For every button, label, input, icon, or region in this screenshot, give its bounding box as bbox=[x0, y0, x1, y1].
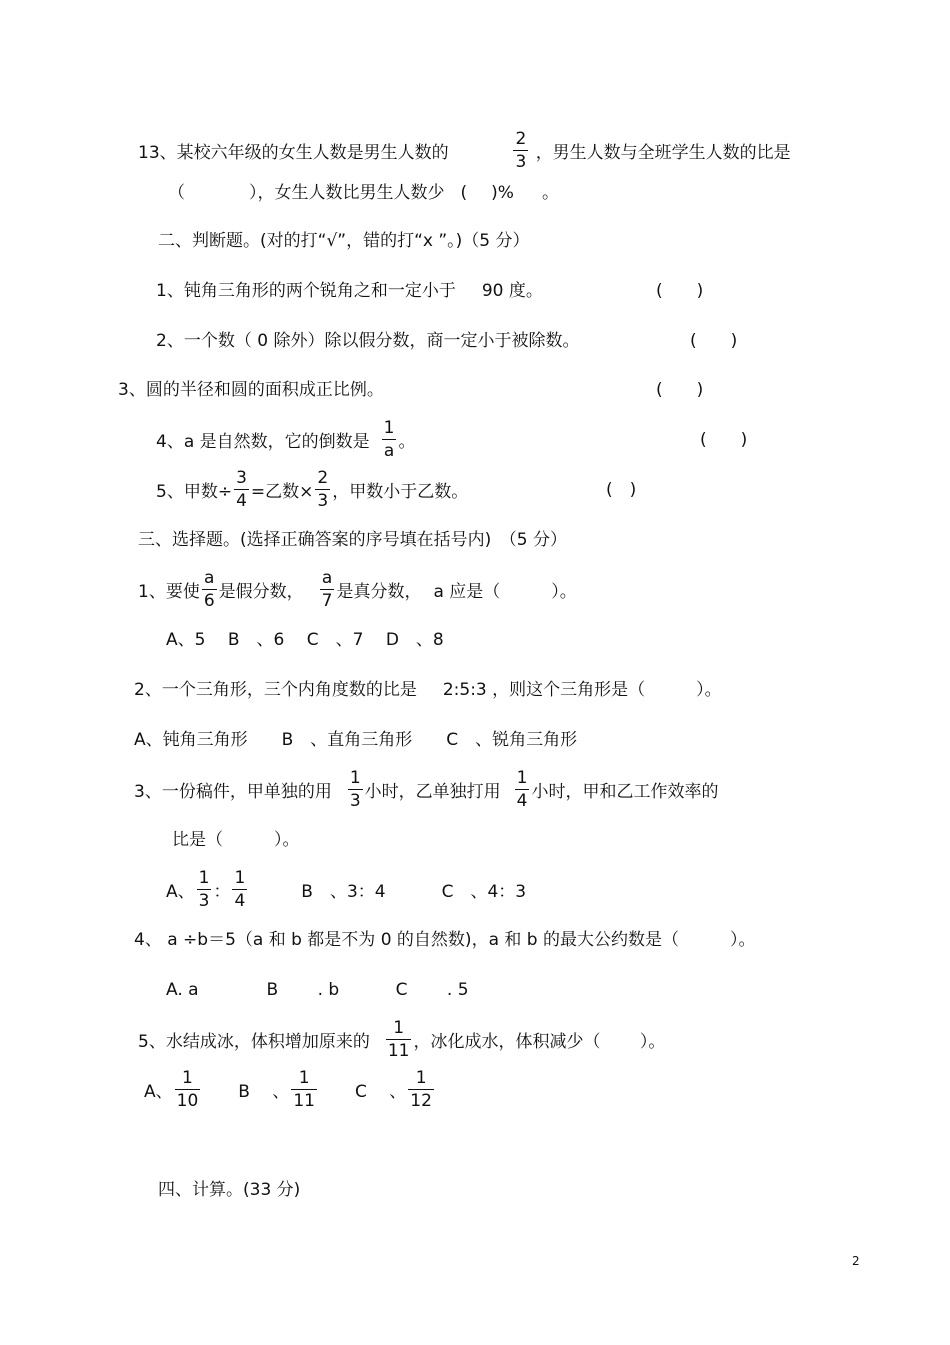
judge-item-5-fraction-1 bbox=[234, 470, 249, 510]
choice-q2-options[interactable]: A、钝角三角形 B 、直角三角形 C 、锐角三角形 bbox=[134, 730, 578, 750]
ratio-colon: ： bbox=[213, 882, 231, 902]
judge-item-3: 3、圆的半径和圆的面积成正比例。 bbox=[118, 380, 384, 400]
fraction-numerator: 1 bbox=[516, 768, 528, 788]
choice-q3-option-c[interactable]: C 、4：3 bbox=[441, 882, 527, 902]
choice-q3-fraction-1 bbox=[348, 770, 363, 810]
choice-q5-fraction bbox=[386, 1020, 412, 1060]
choice-q3-option-a[interactable]: A、 bbox=[166, 882, 195, 902]
choice-q5-option-a-frac bbox=[175, 1070, 201, 1110]
section3-title: 三、选择题。(选择正确答案的序号填在括号内) （5 分） bbox=[138, 530, 567, 550]
fraction-denominator: 4 bbox=[236, 491, 247, 511]
section4-title: 四、计算。(33 分) bbox=[158, 1180, 301, 1200]
page-number: 2 bbox=[852, 1254, 860, 1268]
q13-blank-open: （ bbox=[168, 183, 185, 203]
fraction-denominator: a bbox=[383, 441, 395, 461]
q13-suffix: ，男生人数与全班学生人数的比是 bbox=[535, 143, 791, 163]
choice-q3-line2: 比是（ ）。 bbox=[172, 830, 300, 850]
fraction-numerator: 1 bbox=[291, 1070, 317, 1090]
choice-q5 bbox=[138, 1018, 666, 1062]
q13-end: 。 bbox=[541, 183, 559, 203]
choice-q3-options[interactable] bbox=[166, 868, 527, 912]
judge-item-4-text: 4、a 是自然数，它的倒数是 bbox=[156, 432, 370, 452]
fraction-denominator: 3 bbox=[198, 891, 210, 911]
choice-q5-option-b-frac bbox=[291, 1070, 317, 1110]
fraction-numerator: 1 bbox=[383, 418, 395, 438]
choice-q3-text-b: 小时，乙单独打用 bbox=[364, 782, 501, 802]
choice-q5-option-a[interactable]: A、 bbox=[144, 1082, 173, 1102]
q13-percent-open: ( bbox=[460, 183, 468, 203]
judge-item-3-answer[interactable]: ( ) bbox=[656, 380, 704, 400]
choice-q2-ratio: 2:5:3 ，则这个三角形是（ ）。 bbox=[442, 680, 722, 700]
fraction-denominator: 10 bbox=[176, 1091, 199, 1111]
choice-q5-option-c[interactable]: C 、 bbox=[355, 1082, 407, 1102]
choice-q1 bbox=[138, 568, 577, 612]
judge-item-2: 2、一个数（ 0 除外）除以假分数，商一定小于被除数。 bbox=[156, 331, 580, 351]
choice-q1-text-d: a 应是（ ）。 bbox=[433, 582, 577, 602]
fraction-denominator: 4 bbox=[234, 891, 246, 911]
fraction-denominator: 3 bbox=[317, 491, 329, 511]
choice-q1-text-c: 是真分数， bbox=[336, 582, 422, 602]
judge-item-5-answer[interactable]: ( ) bbox=[606, 480, 637, 500]
choice-q5-option-c-frac bbox=[408, 1070, 434, 1110]
choice-q3-option-a-frac-2 bbox=[232, 870, 247, 910]
fraction-denominator: 11 bbox=[293, 1091, 315, 1111]
choice-q3-text-c: 小时，甲和乙工作效率的 bbox=[531, 782, 719, 802]
judge-item-5 bbox=[156, 468, 469, 512]
judge-item-1-answer[interactable]: ( ) bbox=[656, 281, 704, 301]
fraction-numerator: 2 bbox=[515, 129, 527, 149]
fraction-denominator: 12 bbox=[410, 1091, 432, 1111]
fraction-denominator: 7 bbox=[321, 591, 333, 611]
q13-line1 bbox=[138, 129, 791, 173]
fraction-numerator: 2 bbox=[317, 468, 329, 488]
fraction-denominator: 4 bbox=[516, 791, 528, 811]
fraction-numerator: 1 bbox=[198, 868, 210, 888]
choice-q5-text-a: 5、水结成冰，体积增加原来的 bbox=[138, 1032, 370, 1052]
choice-q3 bbox=[134, 768, 719, 812]
choice-q1-fraction-2 bbox=[320, 570, 335, 610]
choice-q3-option-b[interactable]: B 、3：4 bbox=[301, 882, 386, 902]
judge-item-5-text-b: =乙数× bbox=[250, 482, 314, 502]
fraction-denominator: 3 bbox=[515, 152, 527, 172]
q13-text: ），女生人数比男生人数少 bbox=[249, 183, 445, 203]
fraction-denominator: 3 bbox=[349, 791, 361, 811]
judge-item-4 bbox=[156, 418, 416, 462]
fraction-numerator: 1 bbox=[386, 1020, 412, 1040]
judge-item-5-text-c: ，甲数小于乙数。 bbox=[332, 482, 469, 502]
fraction-numerator: 1 bbox=[349, 768, 361, 788]
choice-q4: 4、 a ÷b＝5（a 和 b 都是不为 0 的自然数)，a 和 b 的最大公约数是（ ）。 bbox=[134, 930, 756, 950]
choice-q5-options[interactable] bbox=[144, 1068, 436, 1112]
section2-title: 二、判断题。(对的打“√”，错的打“x ”。)（5 分） bbox=[158, 231, 530, 251]
q13-percent-close: )% bbox=[491, 183, 514, 203]
judge-item-5-fraction-2 bbox=[315, 470, 330, 510]
choice-q2 bbox=[134, 682, 722, 699]
q13-prefix: 13、某校六年级的女生人数是男生人数的 bbox=[138, 143, 449, 163]
choice-q5-text-b: ，冰化成水，体积减少（ ）。 bbox=[413, 1032, 666, 1052]
judge-item-4-answer[interactable]: ( ) bbox=[700, 430, 748, 450]
choice-q3-fraction-2 bbox=[515, 770, 530, 810]
choice-q5-option-b[interactable]: B 、 bbox=[238, 1082, 290, 1102]
judge-item-4-fraction bbox=[382, 420, 397, 460]
fraction-denominator: 11 bbox=[387, 1041, 410, 1061]
q13-line2 bbox=[168, 185, 559, 202]
choice-q2-text: 2、一个三角形，三个内角度数的比是 bbox=[134, 680, 417, 700]
choice-q4-options[interactable]: A. a B . b C . 5 bbox=[166, 980, 469, 1000]
fraction-denominator: 6 bbox=[203, 591, 215, 611]
fraction-numerator: 1 bbox=[175, 1070, 201, 1090]
q13-fraction bbox=[513, 131, 528, 171]
choice-q1-text-b: 是假分数， bbox=[218, 582, 304, 602]
choice-q1-text-a: 1、要使 bbox=[138, 582, 200, 602]
fraction-numerator: 1 bbox=[234, 868, 246, 888]
choice-q3-text-a: 3、一份稿件，甲单独的用 bbox=[134, 782, 332, 802]
fraction-numerator: 1 bbox=[408, 1070, 434, 1090]
choice-q3-option-a-frac-1 bbox=[197, 870, 212, 910]
fraction-numerator: 3 bbox=[236, 468, 247, 488]
judge-item-1 bbox=[156, 283, 543, 300]
choice-q1-fraction-1 bbox=[202, 570, 217, 610]
fraction-numerator: a bbox=[202, 570, 217, 590]
judge-item-1-text: 1、钝角三角形的两个锐角之和一定小于 bbox=[156, 281, 456, 301]
judge-item-1-extra: 90 度。 bbox=[481, 281, 543, 301]
judge-item-5-text-a: 5、甲数÷ bbox=[156, 482, 233, 502]
judge-item-2-answer[interactable]: ( ) bbox=[690, 331, 738, 351]
judge-item-4-tail: 。 bbox=[398, 432, 416, 452]
choice-q1-options[interactable]: A、5 B 、6 C 、7 D 、8 bbox=[166, 630, 444, 650]
fraction-numerator: a bbox=[320, 570, 335, 590]
